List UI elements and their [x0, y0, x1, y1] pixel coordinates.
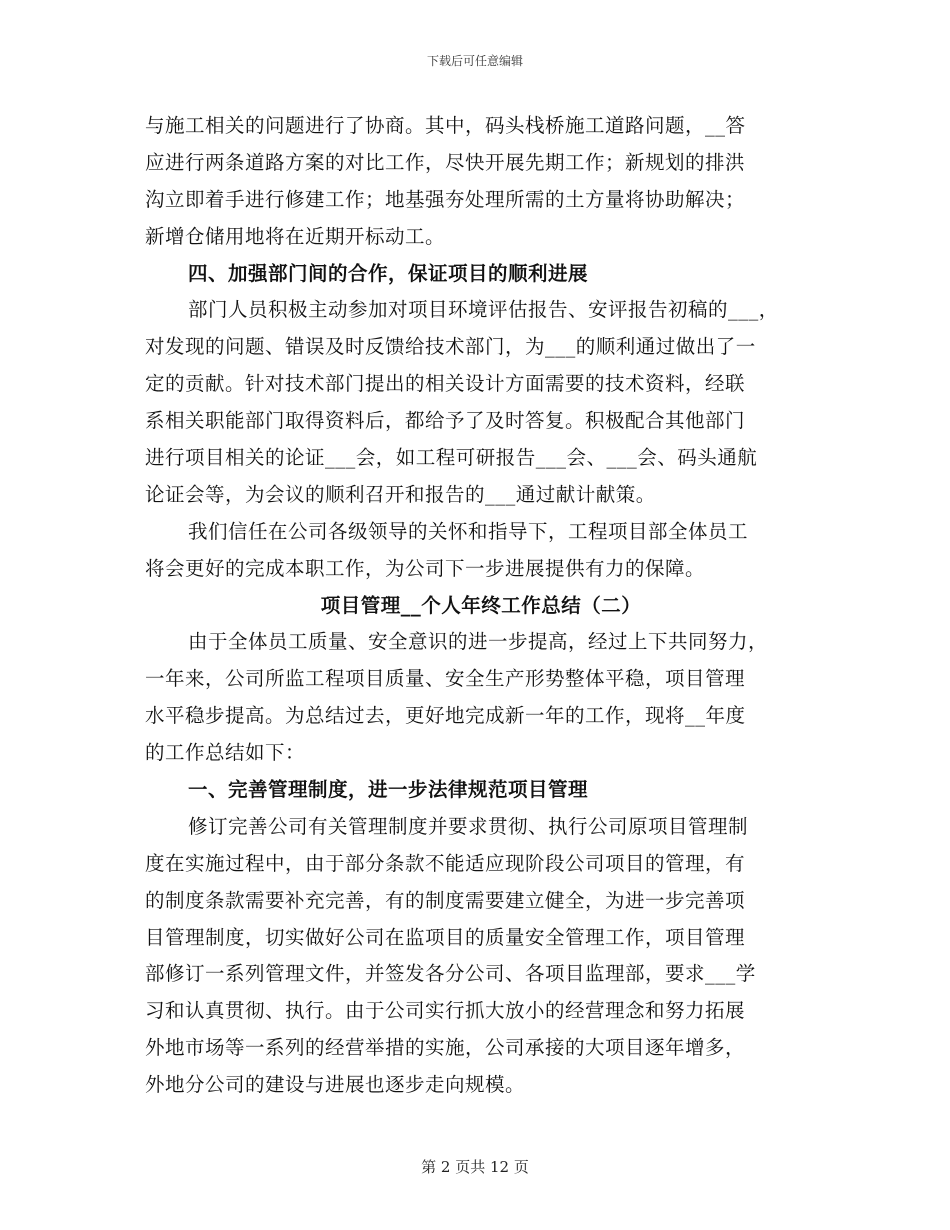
paragraph-line: 我们信任在公司各级领导的关怀和指导下，工程项目部全体员工	[188, 519, 749, 543]
paragraph-line: 系相关职能部门取得资料后，都给予了及时答复。积极配合其他部门	[145, 409, 746, 433]
section-heading: 一、完善管理制度，进一步法律规范项目管理	[188, 778, 589, 802]
section-heading: 四、加强部门间的合作，保证项目的顺利进展	[188, 261, 589, 285]
paragraph-line: 与施工相关的问题进行了协商。其中，码头栈桥施工道路问题，__答	[145, 114, 746, 137]
paragraph-line: 的工作总结如下：	[145, 741, 306, 765]
paragraph-line: 沟立即着手进行修建工作；地基强夯处理所需的土方量将协助解决；	[145, 187, 746, 211]
paragraph-line: 修订完善公司有关管理制度并要求贯彻、执行公司原项目管理制	[188, 814, 749, 838]
paragraph-line: 新增仓储用地将在近期开标动工。	[145, 224, 446, 248]
paragraph-line: 目管理制度，切实做好公司在监项目的质量安全管理工作，项目管理	[145, 925, 746, 949]
paragraph-line: 进行项目相关的论证___会，如工程可研报告___会、___会、码头通航	[145, 446, 758, 470]
page-number: 第 2 页共 12 页	[421, 1158, 529, 1176]
paragraph-line: 由于全体员工质量、安全意识的进一步提高，经过上下共同努力，	[188, 630, 769, 654]
paragraph-line: 习和认真贯彻、执行。由于公司实行抓大放小的经营理念和努力拓展	[145, 999, 746, 1023]
paragraph-line: 部修订一系列管理文件，并签发各分公司、各项目监理部，要求___学	[145, 962, 756, 986]
paragraph-line: 部门人员积极主动参加对项目环境评估报告、安评报告初稿的___，	[188, 298, 779, 322]
paragraph-line: 应进行两条道路方案的对比工作，尽快开展先期工作；新规划的排洪	[145, 150, 746, 174]
paragraph-line: 一年来，公司所监工程项目质量、安全生产形势整体平稳，项目管理	[145, 667, 746, 691]
paragraph-line: 的制度条款需要补充完善，有的制度需要建立健全，为进一步完善项	[145, 888, 746, 912]
paragraph-line: 将会更好的完成本职工作，为公司下一步进展提供有力的保障。	[145, 556, 706, 580]
document-title: 项目管理__个人年终工作总结（二）	[320, 593, 642, 617]
document-body	[145, 108, 817, 1104]
paragraph-line: 论证会等，为会议的顺利召开和报告的___通过献计献策。	[145, 482, 656, 506]
page-header: 下载后可任意编辑	[426, 54, 523, 68]
paragraph-line: 外地分公司的建设与进展也逐步走向规模。	[145, 1073, 526, 1097]
paragraph-line: 水平稳步提高。为总结过去，更好地完成新一年的工作，现将__年度	[145, 704, 746, 728]
paragraph-line: 对发现的问题、错误及时反馈给技术部门，为___的顺利通过做出了一	[145, 335, 756, 359]
paragraph-line: 定的贡献。针对技术部门提出的相关设计方面需要的技术资料，经联	[145, 372, 746, 396]
paragraph-line: 度在实施过程中，由于部分条款不能适应现阶段公司项目的管理，有	[145, 851, 746, 875]
paragraph-line: 外地市场等一系列的经营举措的实施，公司承接的大项目逐年增多，	[145, 1036, 746, 1060]
